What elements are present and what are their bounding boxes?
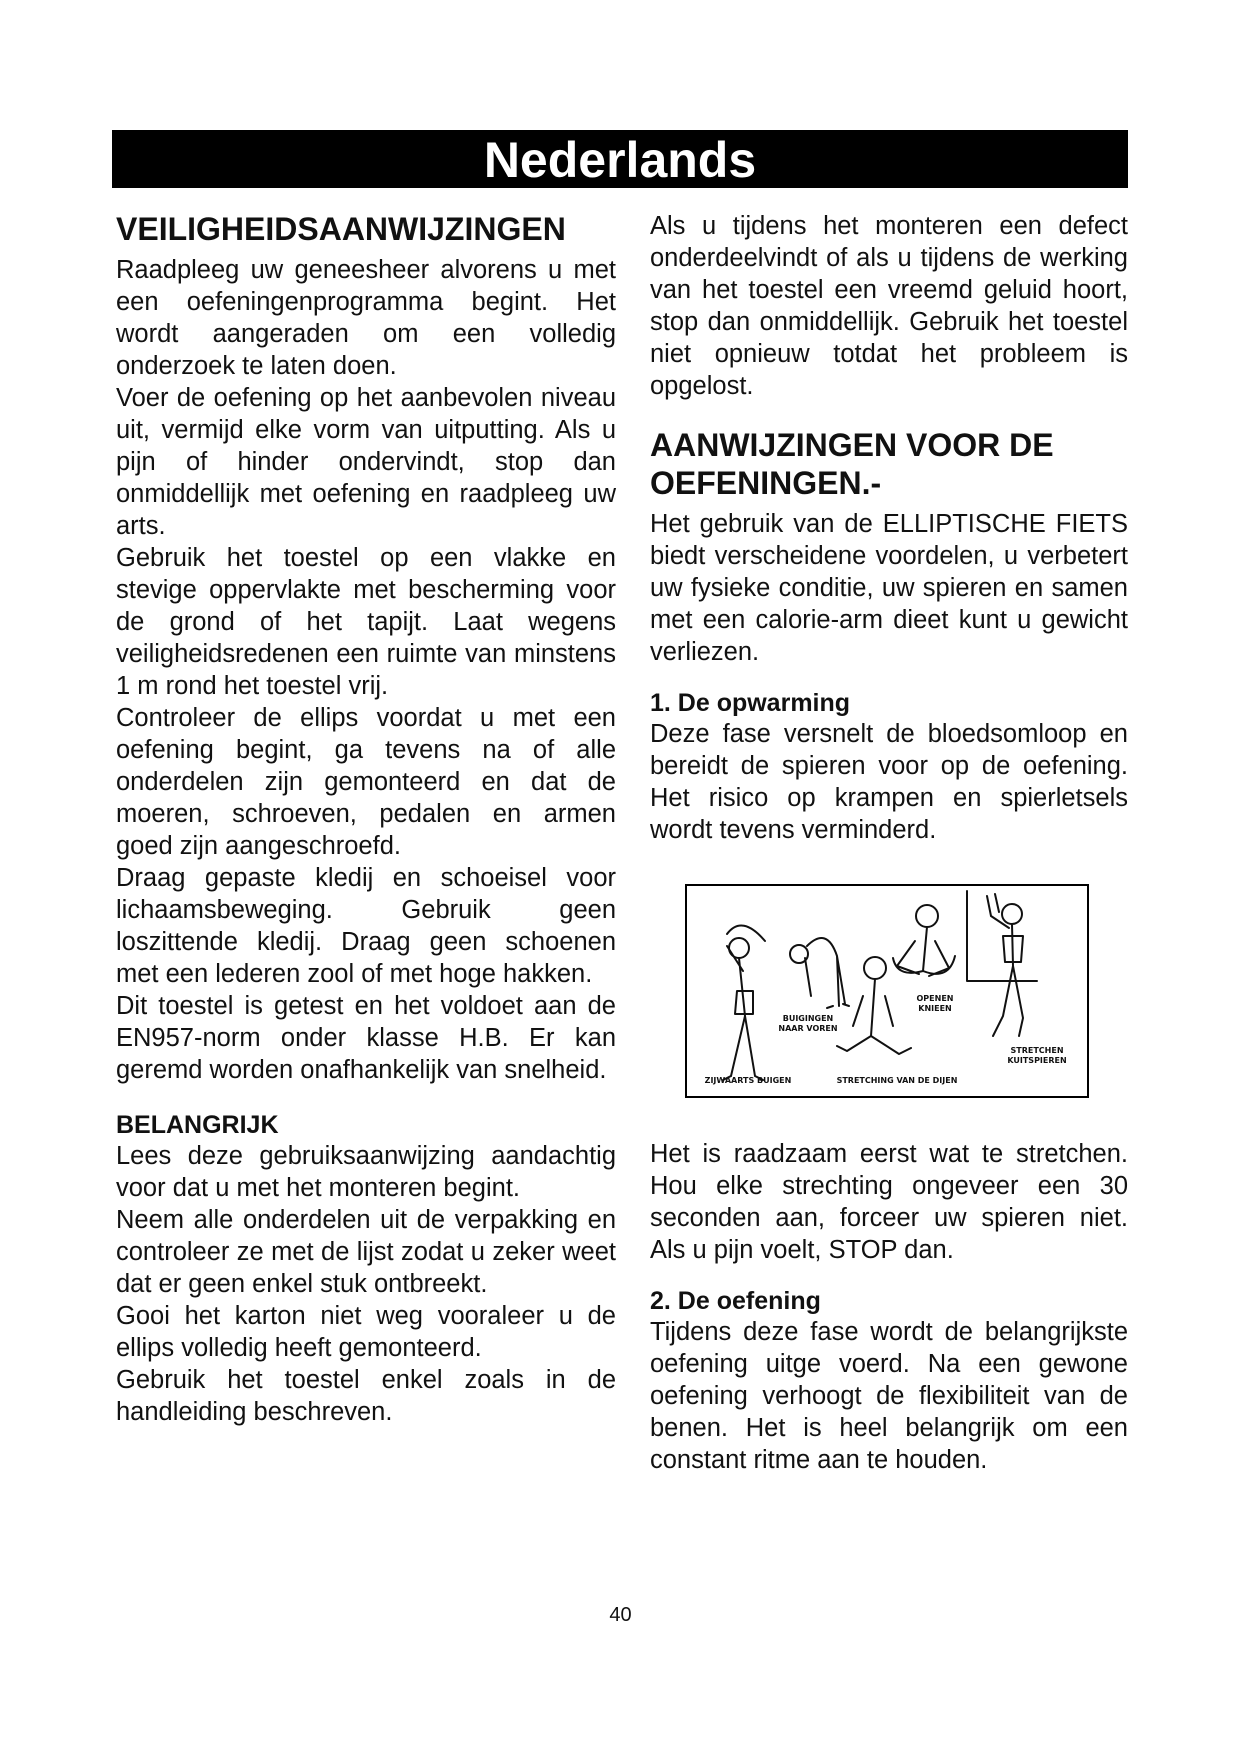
important-paragraph: Neem alle onderdelen uit de verpakking en controleer ze met de lijst zodat u zeker weet dat er geen enkel stuk ontbreekt. xyxy=(116,1206,616,1298)
right-column xyxy=(650,210,1128,1476)
label-sideways-bend: ZIJWAARTS BUIGEN xyxy=(704,1076,792,1085)
safety-heading: VEILIGHEIDSAANWIJZINGEN xyxy=(116,211,566,247)
language-banner xyxy=(112,130,1128,188)
important-paragraph: Gooi het karton niet weg vooraleer u de ellips volledig heeft gemonteerd. xyxy=(116,1302,616,1362)
stretching-illustration xyxy=(685,884,1089,1098)
defect-paragraph: Als u tijdens het monteren een defect onderdeelvindt of als u tijdens de werking van het toestel een vreemd geluid hoort, stop dan onmiddellijk. Gebruik het toestel niet opnieuw totdat het probleem is opgelost. xyxy=(650,212,1128,400)
important-paragraph: Lees deze gebruiksaanwijzing aandachtig voor dat u met het monteren begint. xyxy=(116,1142,616,1202)
safety-paragraph: Draag gepaste kledij en schoeisel voor lichaamsbeweging. Gebruik geen loszittende kledij. Draag geen schoenen met een lederen zool of met hoge hakken. xyxy=(116,864,616,988)
label-calf-stretch: STRETCHEN KUITSPIEREN xyxy=(1007,1046,1067,1065)
exercise-title: 2. De oefening xyxy=(650,1287,821,1315)
safety-paragraph: Voer de oefening op het aanbevolen niveau uit, vermijd elke vorm van uitputting. Als u pijn of hinder ondervindt, stop dan onmiddellijk met oefening en raadpleeg uw arts. xyxy=(116,384,616,540)
important-heading: BELANGRIJK xyxy=(116,1111,279,1139)
exercise-heading: AANWIJZINGEN VOOR DE OEFENINGEN.- xyxy=(650,427,1054,501)
page-number: 40 xyxy=(609,1604,632,1626)
exercise-intro: Het gebruik van de ELLIPTISCHE FIETS biedt verscheidene voordelen, u verbetert uw fysieke conditie, uw spieren en samen met een calorie-arm dieet kunt u gewicht verliezen. xyxy=(650,510,1128,666)
safety-paragraph: Raadpleeg uw geneesheer alvorens u met een oefeningenprogramma begint. Het wordt aangeraden om een volledig onderzoek te laten doen. xyxy=(116,256,616,380)
label-forward-bend: BUIGINGEN NAAR VOREN xyxy=(778,1014,838,1033)
language-title: Nederlands xyxy=(483,132,757,188)
exercise-text: Tijdens deze fase wordt de belangrijkste oefening uitge voerd. Na een gewone oefening verhoogt de flexibiliteit van de benen. Het is heel belangrijk om een constant ritme aan te houden. xyxy=(650,1318,1128,1474)
safety-paragraph: Dit toestel is getest en het voldoet aan de EN957-norm onder klasse H.B. Er kan geremd worden onafhankelijk van snelheid. xyxy=(116,992,616,1084)
safety-paragraph: Controleer de ellips voordat u met een oefening begint, ga tevens na of alle onderdelen zijn gemonteerd en dat de moeren, schroeven, pedalen en armen goed zijn aangeschroefd. xyxy=(116,704,616,860)
safety-paragraph: Gebruik het toestel op een vlakke en stevige oppervlakte met bescherming voor de grond of het tapijt. Laat wegens veiligheidsredenen een ruimte van minstens 1 m rond het toestel vrij. xyxy=(116,544,616,700)
label-thigh-stretch: STRETCHING VAN DE DIJEN xyxy=(836,1076,958,1085)
stretch-advice: Het is raadzaam eerst wat te stretchen. Hou elke strechting ongeveer een 30 seconden aan, forceer uw spieren niet. Als u pijn voelt, STOP dan. xyxy=(650,1140,1128,1264)
left-column xyxy=(116,210,616,1428)
important-paragraph: Gebruik het toestel enkel zoals in de handleiding beschreven. xyxy=(116,1366,616,1426)
label-open-knees: OPENEN KNIEEN xyxy=(916,994,954,1013)
warmup-text: Deze fase versnelt de bloedsomloop en bereidt de spieren voor op de oefening. Het risico op krampen en spierletsels wordt tevens verminderd. xyxy=(650,720,1128,844)
warmup-title: 1. De opwarming xyxy=(650,689,851,717)
